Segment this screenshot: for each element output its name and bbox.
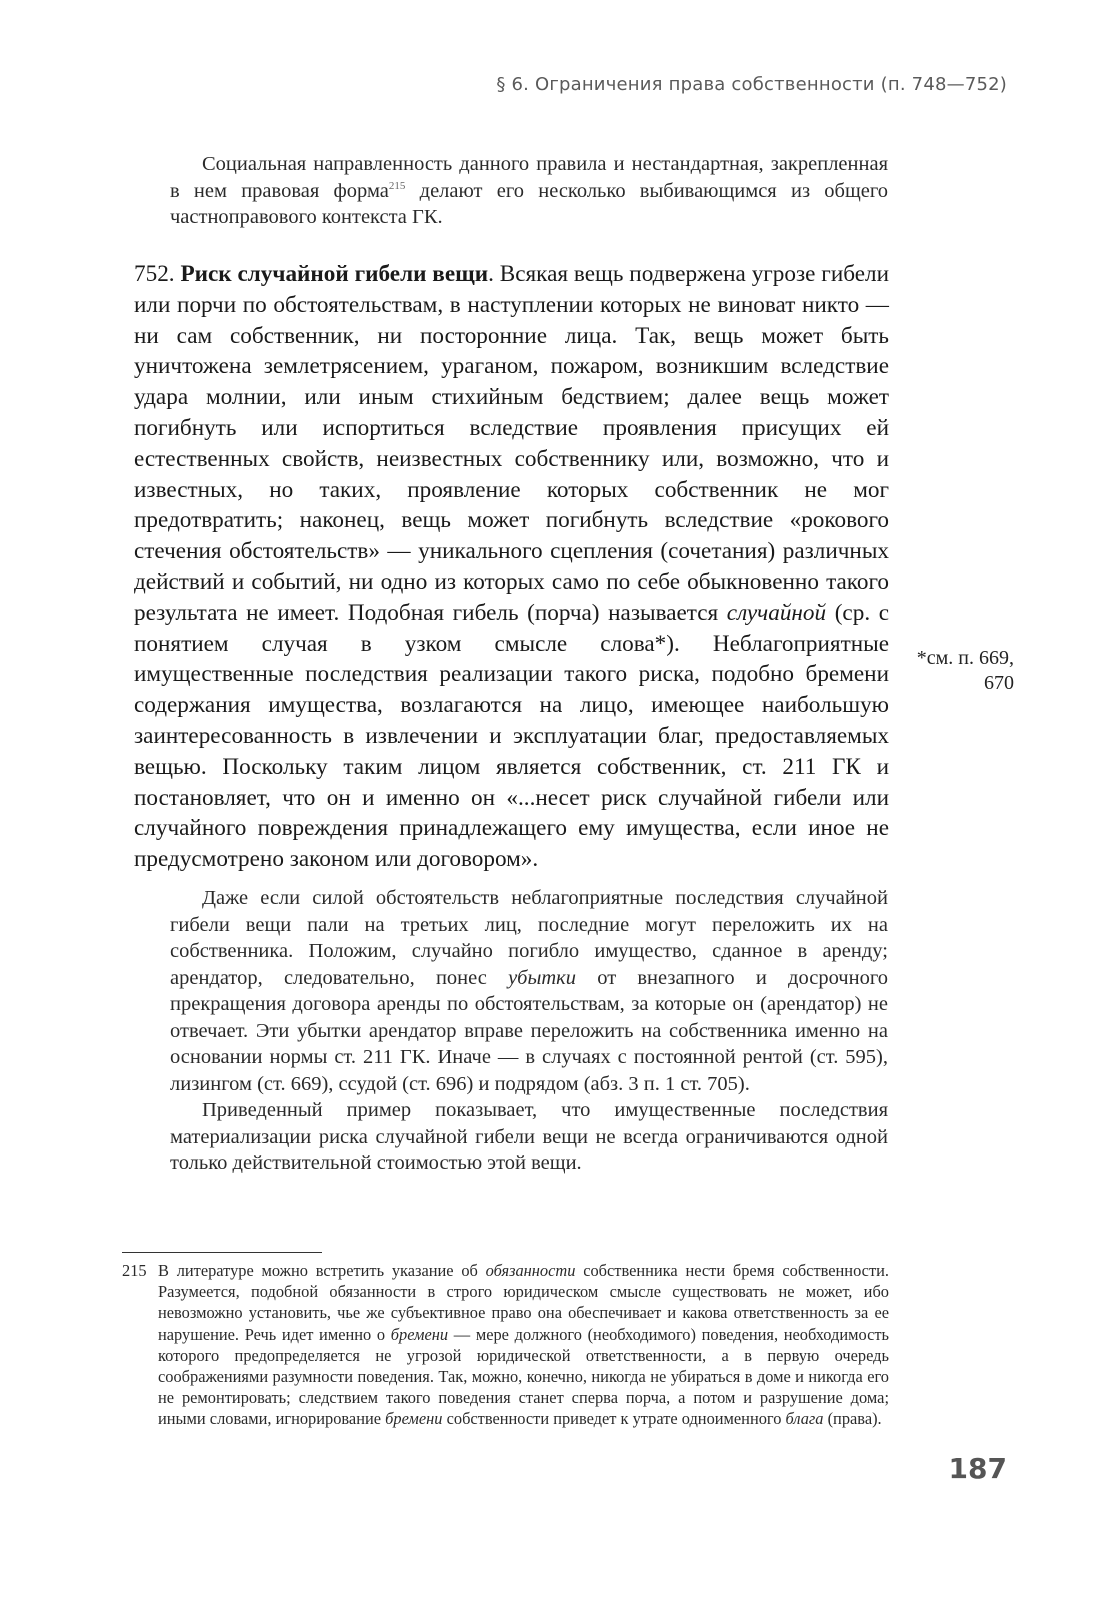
section-752 xyxy=(134,259,889,875)
fn-emphasis: бремени xyxy=(390,1324,449,1344)
intro-text-after: делают его несколько выбивающимся из общего частноправового контекста ГК. xyxy=(170,179,889,228)
section-body: . Всякая вещь подвержена угрозе гибели или порчи по обстоятельствам, в наступлении которых не виноват никто — ни сам собственник, ни посторонние лица. Так, вещь может быть уничтожена землетрясением, ураганом, пожаром, возникшим вследствие удара молнии, или иным стихийным бедствием; далее вещь может погибнуть или испортиться вследствие проявления присущих ей естественных свойств, неизвестных собственнику или, возможно, что и известных, но таких, проявление которых собственник не мог предотвратить; наконец, вещь может погибнуть вследствие «рокового стечения обстоятельств» — уникального сцепления (сочетания) различных действий и событий, ни одно из которых само по себе обыкновенно такого результата не имеет. Подобная гибель (порча) называется xyxy=(134,261,889,626)
footnote-number: 215 xyxy=(122,1261,147,1280)
intro-paragraph xyxy=(170,151,888,231)
footnote-ref[interactable]: 215 xyxy=(388,179,406,192)
small-emphasis: убытки xyxy=(508,966,577,989)
fn-part: собственника нести бремя собственности. Разумеется, подобной обязанности в строго юридическом смысле существовать не может, ибо невозможно установить, чье же субъективное право она обеспечивает и какова ответственность за ее нарушение. Речь идет именно о xyxy=(158,1261,889,1344)
fn-part: — мере должного (необходимого) поведения, необходимость которого предопределяется не угрозой юридической ответственности, а в первую очередь соображениями разумности поведения. Так, можно, конечно, никогда не убираться в доме и никогда его не ремонтировать; следствием такого поведения станет сперва порча, а потом и разрушение дома; иными словами, игнорирование xyxy=(158,1324,889,1429)
section-emphasis: случайной xyxy=(726,599,827,626)
page-number: 187 xyxy=(948,1452,1007,1485)
small-text: Даже если силой обстоятельств неблагоприятные последствия случайной гибели вещи пали на третьих лиц, последние могут переложить их на собственника. Положим, случайно погибло имущество, сданное в аренду; арендатор, следовательно, понес xyxy=(170,887,888,989)
small-text-cont: от внезапного и досрочного прекращения договора аренды по обстоятельствам, за которые он (арендатор) не отвечает. Эти убытки арендатор вправе переложить на собственника именно на основании нормы ст. 211 ГК. Иначе — в случаях с постоянной рентой (ст. 595), лизингом (ст. 669), ссудой (ст. 696) и подрядом (абз. 3 п. 1 ст. 705). xyxy=(170,966,888,1095)
fn-emphasis: бремени xyxy=(385,1409,443,1429)
section-heading: Риск случайной гибели вещи xyxy=(180,261,489,287)
fn-part: В литературе можно встретить указание об xyxy=(158,1261,486,1280)
small-paragraph-2: Приведенный пример показывает, что имущественные последствия материализации риска случайной гибели вещи не всегда ограничиваются одной только действительной стоимостью этой вещи. xyxy=(170,1099,888,1174)
footnote-215 xyxy=(122,1260,889,1430)
fn-emphasis: блага xyxy=(785,1409,824,1429)
footnote-rule xyxy=(122,1252,322,1253)
small-print-block xyxy=(170,885,888,1177)
fn-part: (права). xyxy=(823,1409,882,1429)
fn-part: собственности приведет к утрате одноименного xyxy=(442,1409,786,1429)
small-paragraph-1 xyxy=(170,885,888,1097)
footnote-text xyxy=(158,1260,889,1430)
fn-emphasis: обязанности xyxy=(485,1261,576,1280)
margin-note: *см. п. 669, 670 xyxy=(916,647,1014,694)
section-body-cont: (ср. с понятием случая в узком смысле слова*). Неблагоприятные имущественные последствия реализации такого риска, подобно бремени содержания имущества, возлагаются на лицо, имеющее наибольшую заинтересованность в извлечении и эксплуатации благ, предоставляемых вещью. Поскольку таким лицом является собственник, ст. 211 ГК и постановляет, что он и именно он «...несет риск случайной гибели или случайного повреждения принадлежащего ему имущества, если иное не предусмотрено законом или договором». xyxy=(134,599,890,873)
running-head: § 6. Ограничения права собственности (п. 748—752) xyxy=(496,74,1007,95)
section-number: 752. xyxy=(134,261,175,287)
intro-text: Социальная направленность данного правила и нестандартная, закрепленная в нем правовая форма xyxy=(170,153,888,202)
